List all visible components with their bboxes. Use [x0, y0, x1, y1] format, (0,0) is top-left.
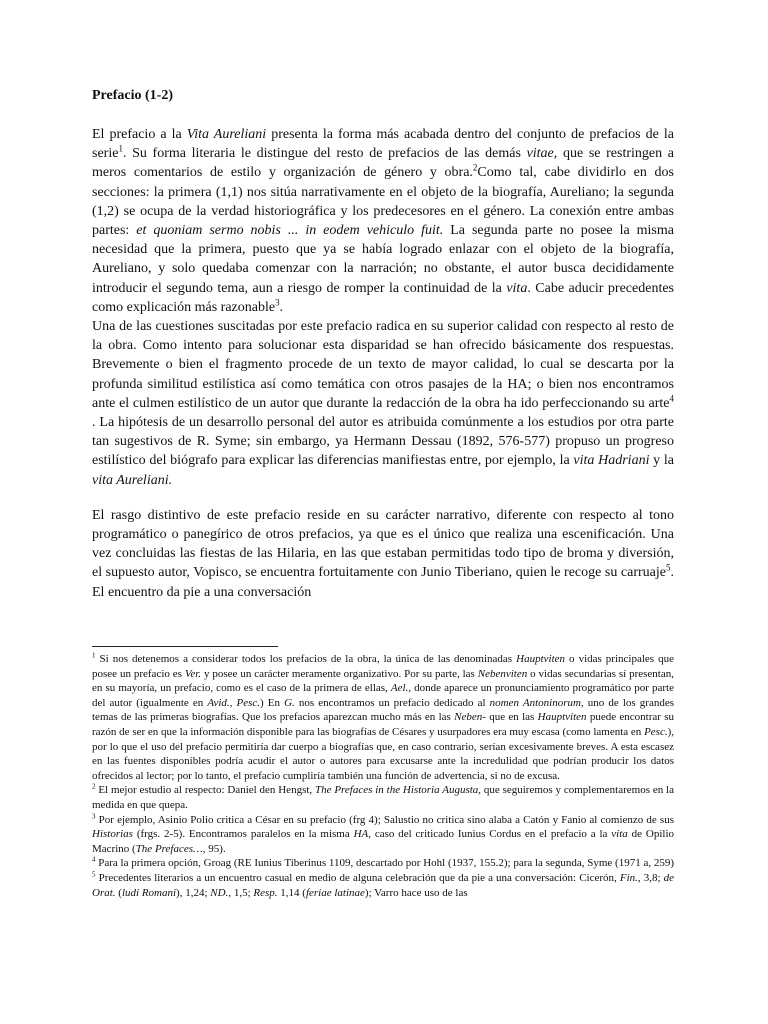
text-run: ), 1,24; [176, 886, 211, 899]
footnote-ref: 4 [669, 393, 674, 404]
footnote-ref: 5 [666, 562, 671, 573]
italic-text: vita Aureliani. [92, 472, 173, 488]
text-run: . [279, 299, 284, 315]
text-run: , que se restringen a meros comentarios de estilo y organización de género y obra. [92, 146, 674, 181]
footnotes [92, 652, 674, 900]
footnote [92, 813, 674, 857]
italic-text: Neben- [454, 711, 486, 724]
italic-text: ND. [210, 886, 229, 899]
italic-text: Vita Aureliani [186, 127, 267, 142]
footnote [92, 871, 674, 900]
footnote-ref: 5 [92, 870, 96, 879]
italic-text: The Prefaces… [135, 842, 203, 855]
footnote-ref: 1 [92, 651, 96, 660]
text-run: o vidas secundarias sí presentan, en su mayoría, un prefacio, como es el caso de la primera de ellas, [92, 667, 674, 695]
text-run: y la [649, 453, 674, 469]
text-run: Para la primera opción, Groag (RE Iunius Tiberinus 1109, descartado por Hohl (1937, 155.2); para la segunda, Syme (1971 a, 259) [95, 857, 674, 870]
italic-text: feriae latinae [305, 886, 365, 899]
text-run: Como tal, cabe dividirlo en dos secciones: la primera (1,1) nos sitúa narrativamente en el objeto de la biografía, Aureliano; la segunda (1,2) se ocupa de la verdad historiográfica y los predecesores en el género. La conexión entre ambas partes: [92, 165, 675, 239]
italic-text: Avid., Pesc. [207, 696, 261, 709]
text-run: Si nos detenemos a considerar todos los prefacios de la obra, la única de las denominadas [95, 653, 517, 665]
text-run: , donde aparece un pronunciamiento programático por parte del autor (igualmente en [92, 682, 674, 709]
footnote-ref: 2 [92, 782, 96, 791]
italic-text: G. [284, 696, 295, 709]
italic-text: de Orat. [92, 871, 675, 899]
text-run: ); Varro hace uso de las [364, 886, 468, 899]
italic-text: Hauptviten [537, 711, 587, 724]
footnote [92, 856, 674, 871]
text-run: . La hipótesis de un desarrollo personal del autor es atribuida comúnmente a los estudios por otra parte tan sugestivos de R. Syme; sin embargo, ya Hermann Dessau (1892, 576-577) propuso un progreso estilístico del biógrafo para explicar las diferencias manifiestas entre, por ejemplo, la [92, 415, 674, 469]
text-run: ( [115, 886, 122, 899]
text-run: . El encuentro da pie a una conversación [92, 565, 674, 600]
italic-text: ludi Romani [121, 886, 177, 899]
italic-text: et quoniam sermo nobis ... in eodem vehiculo fuit. [136, 223, 444, 239]
text-run: , uno de los grandes temas de las primeras biografías. Que los prefacios aparezcan mucho más en las [92, 696, 674, 724]
body-text [92, 125, 674, 602]
footnote-separator [92, 646, 278, 647]
text-run: La segunda parte no posee la misma necesidad que la primera, puesto que ya se había logrado enlazar con el objeto de la biografía, Aureliano, y solo quedaba comenzar con la narración; no obstante, el autor busca decididamente introducir el segundo tema, aun a riesgo de romper la continuidad de la [92, 223, 674, 296]
text-run: (frgs. 2-5). Encontramos paralelos en la misma [132, 828, 354, 841]
text-run: El mejor estudio al respecto: Daniel den Hengst, [95, 784, 315, 797]
italic-text: Pesc. [644, 725, 668, 738]
text-run: ), por lo que el uso del prefacio permitiría dar cuerpo a biografías que, en caso contrario, serían excesivamente breves. A esta escasez en las fuentes disponibles podría acudir el autor o autores para excusarse ante la incredulidad que podrían producir los datos ofrecidos al lector; por lo tanto, el prefacio cumpliría también una función de advertencia, si no de excusa. [92, 725, 674, 782]
italic-text: vita [506, 280, 528, 296]
italic-text: Historias [92, 828, 133, 841]
paragraph [92, 506, 674, 602]
text-run: de Opilio Macrino ( [92, 828, 674, 855]
paragraph [92, 125, 674, 317]
italic-text: HA [353, 828, 369, 841]
footnote-ref: 3 [92, 811, 96, 820]
text-run: , 1,5; [228, 886, 254, 899]
footnote [92, 783, 674, 812]
footnote-ref: 4 [92, 855, 96, 864]
text-run: , caso del criticado Iunius Cordus en el prefacio a la [368, 828, 612, 841]
text-run: o vidas principales que posee un prefacio es [92, 653, 674, 680]
text-run: puede encontrar su razón de ser en que la información disponible para las biografías de Césares y usurpadores era muy escasa (como lamenta en [92, 711, 675, 738]
text-run: nos encontramos un prefacio dedicado al [294, 696, 490, 709]
italic-text: Nebenviten [477, 667, 528, 680]
italic-text: Fin. [619, 871, 638, 884]
italic-text: Ver. [184, 667, 202, 680]
italic-text: Ael. [390, 682, 409, 695]
section-title: Prefacio (1-2) [92, 88, 173, 103]
text-run: ) En [260, 696, 285, 709]
italic-text: vita [611, 828, 628, 841]
text-run: . Cabe aducir precedentes como explicación más razonable [92, 280, 674, 315]
footnote-ref: 3 [275, 297, 280, 308]
text-run: , 3,8; [637, 871, 664, 884]
text-run: Por ejemplo, Asinio Polio critica a César en su prefacio (frg 4); Salustio no critica sino alaba a Catón y Fanio al comienzo de sus [95, 813, 674, 826]
text-run: 1,14 ( [277, 886, 306, 899]
footnote [92, 652, 674, 783]
text-run: presenta la forma más acabada dentro del conjunto de prefacios de la serie [92, 127, 674, 162]
footnote-ref: 1 [118, 143, 123, 154]
italic-text: vitae [526, 146, 554, 162]
footnote-ref: 2 [472, 162, 478, 173]
text-run: y posee un carácter meramente organizativo. Por su parte, las [201, 667, 478, 680]
text-run: , que seguiremos y complementaremos en la medida en que quepa. [92, 784, 674, 811]
paragraph [92, 317, 674, 490]
text-run: El rasgo distintivo de este prefacio reside en su carácter narrativo, diferente con respecto al tono programático o panegírico de otros prefacios, ya que es el único que realiza una escenificación. Una vez concluidas las fiestas de las Hilaria, en las que estaban permitidas todo tipo de broma y diversión, el supuesto autor, Vopisco, se encuentra fortuitamente con Junio Tiberiano, quien le recoge su carruaje [92, 507, 674, 581]
text-run: Precedentes literarios a un encuentro casual en medio de alguna celebración que da pie a una conversación: Cicerón, [95, 871, 620, 884]
italic-text: vita Hadriani [573, 453, 650, 469]
text-run: . Su forma literaria le distingue del resto de prefacios de las demás [122, 146, 527, 162]
italic-text: Resp. [253, 886, 278, 899]
text-run: , 95). [202, 842, 226, 855]
text-run: El prefacio a la [92, 127, 187, 142]
text-run: que en las [485, 711, 538, 724]
italic-text: The Prefaces in the Historia Augusta [315, 784, 479, 797]
text-run: Una de las cuestiones suscitadas por este prefacio radica en su superior calidad con respecto al resto de la obra. Como intento para solucionar esta disparidad se han ofrecido básicamente dos respuestas. Brevemente o bien el fragmento procede de un texto de mayor calidad, lo cual se descarta por la profunda similitud estilística así como temática con otros pasajes de la HA; o bien nos encontramos ante el culmen estilístico de un autor que durante la redacción de la obra ha ido perfeccionando su arte [92, 319, 674, 411]
italic-text: nomen Antoninorum [489, 696, 581, 709]
italic-text: Hauptviten [516, 653, 566, 665]
